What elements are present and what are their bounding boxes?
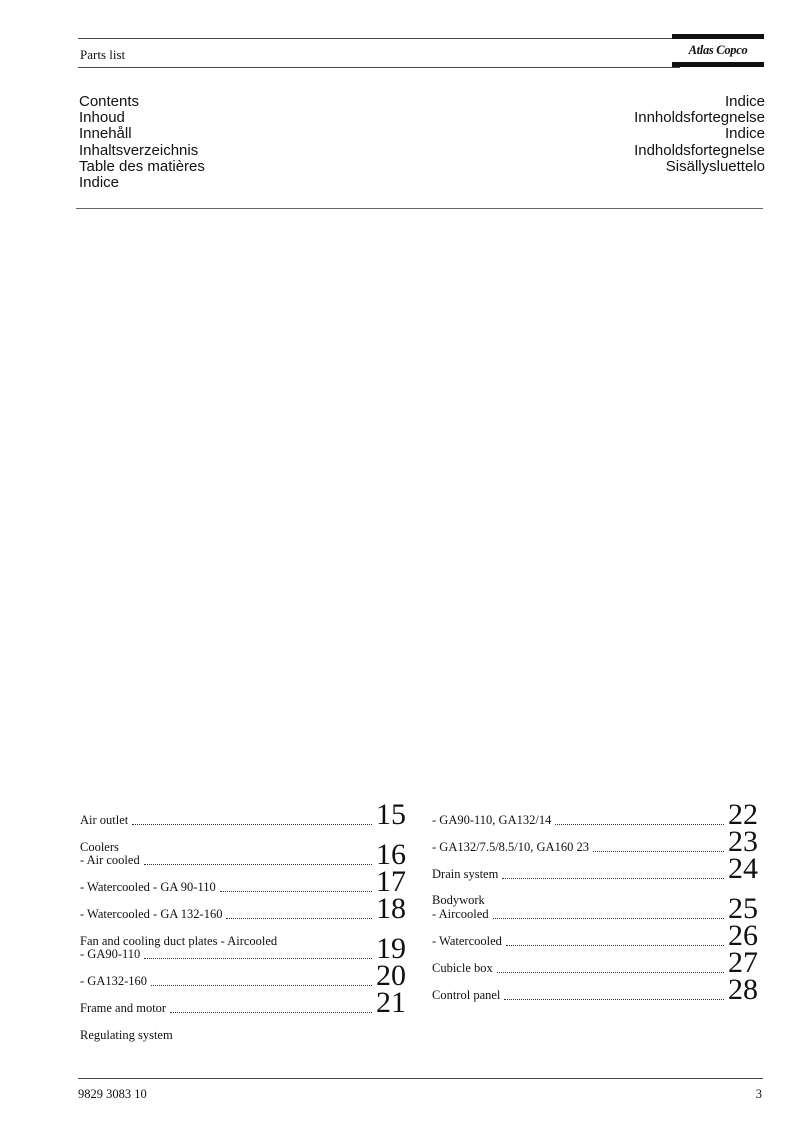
footer-rule [78, 1078, 763, 1079]
index-entry-reg-ga90[interactable] [432, 798, 762, 831]
entry-label: Drain system [432, 867, 499, 881]
entry-label: Cubicle box [432, 961, 493, 975]
index-entry-watercooled-90-110[interactable] [80, 865, 410, 898]
logo-text: Atlas Copco [688, 43, 748, 57]
dot-leader [144, 864, 372, 865]
contents-heading: Contents [79, 93, 140, 110]
document-number: 9829 3083 10 [78, 1087, 147, 1101]
index-entry-cubicle[interactable] [432, 946, 762, 979]
entry-label: Air outlet [80, 813, 129, 827]
entry-label: - Watercooled - GA 132-160 [80, 907, 223, 921]
entry-page: 23 [728, 825, 758, 858]
header-rule-bottom [78, 67, 680, 68]
logo-bar-top [672, 34, 764, 39]
dot-leader [593, 851, 724, 852]
dot-leader [132, 824, 372, 825]
entry-page: 17 [376, 865, 406, 898]
entry-page: 25 [728, 892, 758, 925]
dot-leader [502, 878, 724, 879]
entry-page: 19 [376, 932, 406, 965]
section-heading-bodywork: Bodywork [432, 893, 485, 907]
index-entry-watercooled-132-160[interactable] [80, 892, 410, 925]
entry-page: 24 [728, 852, 758, 885]
entry-label: Frame and motor [80, 1001, 167, 1015]
contents-heading: Innholdsfortegnelse [634, 109, 765, 127]
entry-page: 27 [728, 946, 758, 979]
index-entry-watercooled[interactable] [432, 919, 762, 952]
section-heading-coolers: Coolers [80, 840, 119, 854]
dot-leader [226, 918, 372, 919]
index-entry-fan-ga90-110[interactable] [80, 932, 410, 965]
contents-headings-right [634, 94, 765, 175]
section-heading-fan: Fan and cooling duct plates - Aircooled [80, 934, 278, 948]
entry-label: - GA90-110 [80, 947, 141, 961]
header-title: Parts list [80, 47, 126, 62]
entry-page: 15 [376, 798, 406, 831]
entry-page: 21 [376, 986, 406, 1019]
contents-rule [76, 208, 763, 209]
entry-page: 18 [376, 892, 406, 925]
contents-heading: Innehåll [79, 125, 132, 143]
entry-label: Control panel [432, 988, 501, 1002]
entry-label: - GA90-110, GA132/14 [432, 813, 552, 827]
contents-headings-left [79, 94, 205, 191]
dot-leader [497, 972, 724, 973]
contents-heading: Indice [79, 174, 120, 192]
index-entry-air-outlet[interactable] [80, 798, 410, 831]
entry-label: - Air cooled [80, 853, 140, 867]
header-rule-top [78, 38, 680, 39]
entry-page: 26 [728, 919, 758, 952]
section-heading-regulating: Regulating system [80, 1028, 173, 1042]
logo-bar-bottom [672, 62, 764, 67]
dot-leader [493, 918, 724, 919]
dot-leader [504, 999, 724, 1000]
entry-page: 20 [376, 959, 406, 992]
index-entry-reg-ga132[interactable] [432, 825, 762, 858]
contents-heading: Indice [724, 125, 765, 143]
entry-label: - Watercooled - GA 90-110 [80, 880, 216, 894]
contents-heading: Table des matières [79, 157, 205, 175]
entry-label: - GA132/7.5/8.5/10, GA160 23 [432, 840, 589, 854]
entry-page: 22 [728, 798, 758, 831]
contents-heading: Indice [724, 93, 765, 110]
entry-page: 16 [376, 838, 406, 871]
page-number: 3 [755, 1087, 762, 1101]
dot-leader [144, 958, 372, 959]
dot-leader [555, 824, 724, 825]
entry-label: - GA132-160 [80, 974, 148, 988]
dot-leader [151, 985, 372, 986]
contents-heading: Sisällysluettelo [665, 157, 765, 175]
index-entry-air-cooled[interactable] [80, 838, 410, 871]
index-entry-aircooled[interactable] [432, 892, 762, 925]
dot-leader [506, 945, 724, 946]
dot-leader [170, 1012, 372, 1013]
index-entry-fan-ga132-160[interactable] [80, 959, 410, 992]
contents-heading: Indholdsfortegnelse [634, 141, 765, 159]
entry-page: 28 [728, 973, 758, 1006]
index-entry-frame-motor[interactable] [80, 986, 410, 1019]
index-entry-drain[interactable] [432, 852, 762, 885]
entry-label: - Watercooled [432, 934, 502, 948]
index-entry-control-panel[interactable] [432, 973, 762, 1006]
entry-label: - Aircooled [432, 907, 489, 921]
contents-heading: Inhaltsverzeichnis [79, 141, 199, 159]
contents-heading: Inhoud [79, 109, 125, 127]
dot-leader [220, 891, 372, 892]
atlas-copco-logo [672, 34, 764, 70]
